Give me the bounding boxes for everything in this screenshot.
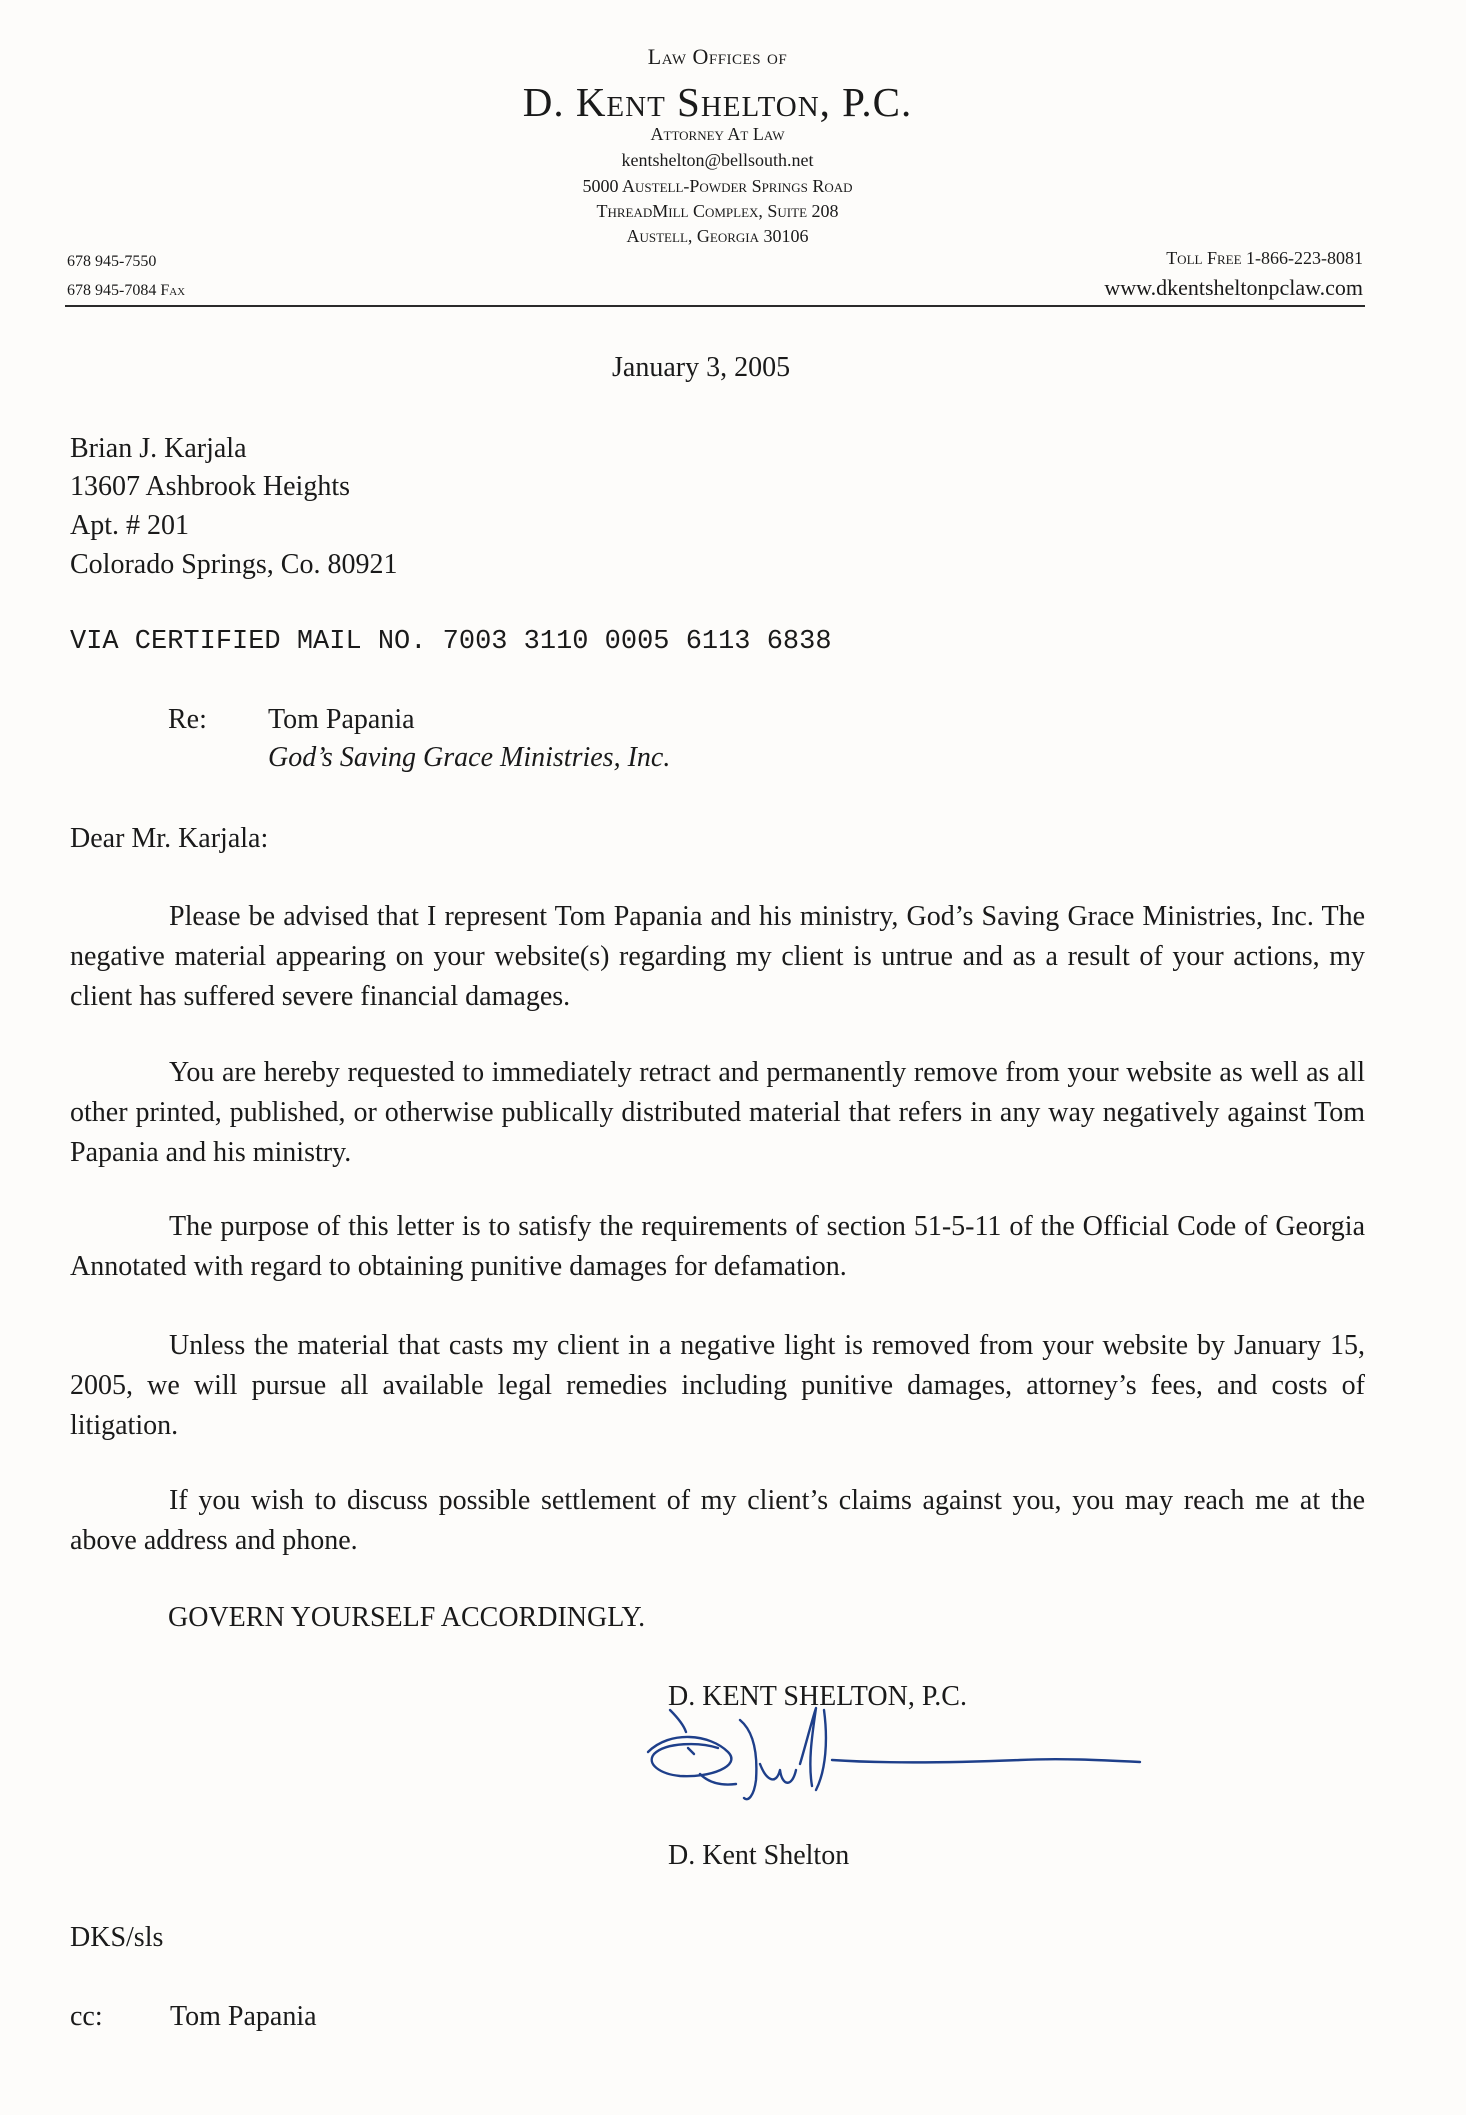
body-paragraph-1: Please be advised that I represent Tom Papania and his ministry, God’s Saving Grace Ministries, Inc. The negative material appearing on your website(s) regarding my client is untrue and as a result of your actions, my client has suffered severe financial damages.	[70, 901, 1365, 1012]
letterhead-title: Attorney At Law	[650, 124, 785, 144]
recipient-apt: Apt. # 201	[70, 510, 189, 541]
cc-label: cc:	[70, 2001, 103, 2032]
typist-initials: DKS/sls	[70, 1922, 164, 1953]
re-organization: God’s Saving Grace Ministries, Inc.	[268, 742, 671, 773]
cc-name: Tom Papania	[170, 2001, 317, 2032]
letterhead-toll-free: Toll Free 1-866-223-8081	[1166, 248, 1363, 268]
letterhead-firm-name: D. Kent Shelton, P.C.	[522, 79, 913, 125]
letterhead-website: www.dkentsheltonpclaw.com	[1104, 275, 1363, 300]
letterhead-divider	[65, 305, 1365, 307]
salutation: Dear Mr. Karjala:	[70, 823, 269, 854]
letterhead-address-line-2: ThreadMill Complex, Suite 208	[596, 201, 839, 221]
letterhead-fax: 678 945-7084 Fax	[67, 282, 186, 299]
letterhead-law-offices: Law Offices of	[647, 44, 788, 69]
letterhead-address-line-1: 5000 Austell-Powder Springs Road	[582, 176, 853, 196]
recipient-city: Colorado Springs, Co. 80921	[70, 549, 398, 580]
body-paragraph-3: The purpose of this letter is to satisfy the requirements of section 51-5-11 of the Official Code of Georgia Annotated with regard to obtaining punitive damages for defamation.	[70, 1211, 1365, 1282]
letterhead-phone: 678 945-7550	[67, 253, 157, 270]
re-name: Tom Papania	[268, 704, 415, 735]
handwritten-signature	[640, 1690, 1150, 1820]
body-paragraph-5: If you wish to discuss possible settlement of my client’s claims against you, you may reach me at the above address and phone.	[70, 1485, 1365, 1556]
letter-date: January 3, 2005	[612, 352, 791, 383]
re-label: Re:	[168, 704, 207, 735]
signatory-name: D. Kent Shelton	[668, 1840, 850, 1871]
letterhead-address-line-3: Austell, Georgia 30106	[626, 226, 809, 246]
body-paragraph-4: Unless the material that casts my client in a negative light is removed from your website by January 15, 2005, we will pursue all available legal remedies including punitive damages, attorney’s fees, and costs of litigation.	[70, 1330, 1365, 1441]
body-paragraph-2: You are hereby requested to immediately retract and permanently remove from your website as well as all other printed, published, or otherwise publically distributed material that refers in any way negatively against Tom Papania and his ministry.	[70, 1057, 1365, 1168]
closing-line: GOVERN YOURSELF ACCORDINGLY.	[168, 1602, 646, 1633]
letterhead-email: kentshelton@bellsouth.net	[621, 150, 814, 170]
certified-mail-line: VIA CERTIFIED MAIL NO. 7003 3110 0005 6113 6838	[70, 627, 832, 657]
recipient-street: 13607 Ashbrook Heights	[70, 471, 350, 502]
signature-firm-name: D. KENT SHELTON, P.C.	[668, 1681, 967, 1712]
recipient-name: Brian J. Karjala	[70, 433, 247, 464]
